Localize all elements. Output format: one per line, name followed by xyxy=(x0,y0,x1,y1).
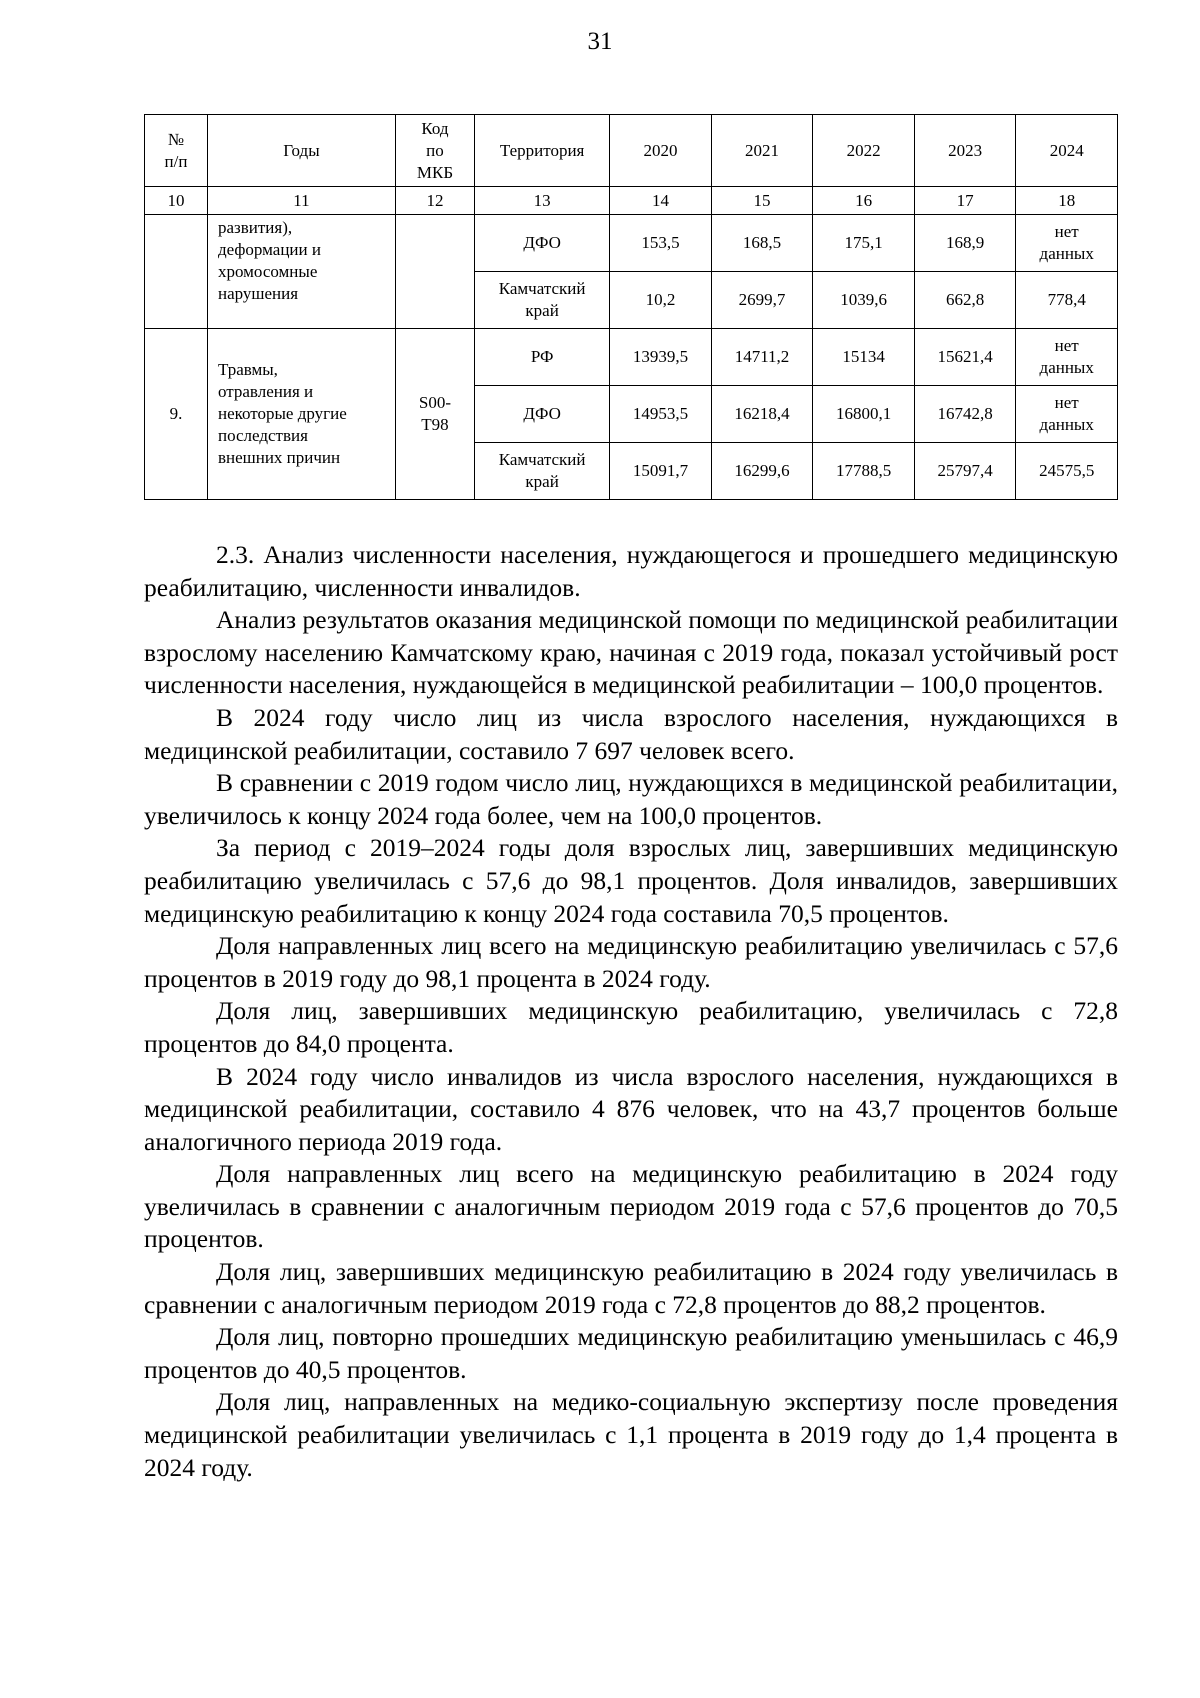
header-cell-territory: Территория xyxy=(475,115,610,187)
paragraph: Доля лиц, завершивших медицинскую реабилитацию в 2024 году увеличилась в сравнении с аналогичным периодом 2019 года с 72,8 процентов до 88,2 процентов. xyxy=(144,1257,1118,1319)
value-cell: 25797,4 xyxy=(914,443,1016,500)
value-cell: 16218,4 xyxy=(711,386,813,443)
value-cell: 14711,2 xyxy=(711,329,813,386)
paragraph: Доля направленных лиц всего на медицинскую реабилитацию увеличилась с 57,6 процентов в 2019 году до 98,1 процента в 2024 году. xyxy=(144,931,1118,993)
value-cell: нет данных xyxy=(1016,386,1118,443)
column-number-row xyxy=(145,187,1118,215)
body-text xyxy=(144,539,1118,1484)
header-cell-2023: 2023 xyxy=(914,115,1016,187)
column-number: 16 xyxy=(813,187,915,215)
section-heading: 2.3. Анализ численности населения, нуждающегося и прошедшего медицинскую реабилитацию, численности инвалидов. xyxy=(144,540,1118,602)
header-cell-2024: 2024 xyxy=(1016,115,1118,187)
row-number-cell: 9. xyxy=(145,329,208,500)
paragraph: В сравнении с 2019 годом число лиц, нуждающихся в медицинской реабилитации, увеличилось к концу 2024 года более, чем на 100,0 процентов. xyxy=(144,768,1118,830)
paragraph: За период с 2019–2024 годы доля взрослых лиц, завершивших медицинскую реабилитацию увеличилась с 57,6 до 98,1 процентов. Доля инвалидов, завершивших медицинскую реабилитацию к концу 2024 года составила 70,5 процентов. xyxy=(144,833,1118,928)
header-cell-years: Годы xyxy=(207,115,395,187)
value-cell: 16742,8 xyxy=(914,386,1016,443)
row-number-cell xyxy=(145,215,208,329)
paragraph: В 2024 году число инвалидов из числа взрослого населения, нуждающихся в медицинской реабилитации, составило 4 876 человек, что на 43,7 процентов больше аналогичного периода 2019 года. xyxy=(144,1061,1118,1156)
statistics-table xyxy=(144,114,1118,500)
value-cell: 168,5 xyxy=(711,215,813,272)
paragraph: Доля лиц, направленных на медико-социальную экспертизу после проведения медицинской реабилитации увеличилась с 1,1 процента в 2019 году до 1,4 процента в 2024 году. xyxy=(144,1387,1118,1482)
column-number: 14 xyxy=(610,187,712,215)
header-cell-2020: 2020 xyxy=(610,115,712,187)
value-cell: 15134 xyxy=(813,329,915,386)
page-number: 31 xyxy=(587,28,613,55)
column-number: 17 xyxy=(914,187,1016,215)
value-cell: 168,9 xyxy=(914,215,1016,272)
icd-code-cell: S00- T98 xyxy=(395,329,474,500)
value-cell: 15091,7 xyxy=(610,443,712,500)
value-cell: нет данных xyxy=(1016,215,1118,272)
value-cell: 1039,6 xyxy=(813,272,915,329)
value-cell: 662,8 xyxy=(914,272,1016,329)
territory-cell: ДФО xyxy=(475,386,610,443)
column-number: 11 xyxy=(207,187,395,215)
header-cell-icd-code: Код по МКБ xyxy=(395,115,474,187)
territory-cell: РФ xyxy=(475,329,610,386)
value-cell: 24575,5 xyxy=(1016,443,1118,500)
table-header-row xyxy=(145,115,1118,187)
territory-cell: ДФО xyxy=(475,215,610,272)
column-number: 13 xyxy=(475,187,610,215)
value-cell: 778,4 xyxy=(1016,272,1118,329)
category-name-cell: развития), деформации и хромосомные нарушения xyxy=(207,215,395,329)
table-row xyxy=(145,215,1118,272)
territory-cell: Камчатский край xyxy=(475,443,610,500)
value-cell: 15621,4 xyxy=(914,329,1016,386)
column-number: 12 xyxy=(395,187,474,215)
paragraph: В 2024 году число лиц из числа взрослого населения, нуждающихся в медицинской реабилитации, составило 7 697 человек всего. xyxy=(144,702,1118,765)
table-row xyxy=(145,329,1118,386)
column-number: 15 xyxy=(711,187,813,215)
value-cell: 16299,6 xyxy=(711,443,813,500)
value-cell: 14953,5 xyxy=(610,386,712,443)
header-cell-number: № п/п xyxy=(145,115,208,187)
value-cell: 17788,5 xyxy=(813,443,915,500)
value-cell: 153,5 xyxy=(610,215,712,272)
paragraph: Доля лиц, повторно прошедших медицинскую реабилитацию уменьшилась с 46,9 процентов до 40,5 процентов. xyxy=(144,1322,1118,1384)
paragraph: Доля направленных лиц всего на медицинскую реабилитацию в 2024 году увеличилась в сравнении с аналогичным периодом 2019 года с 57,6 процентов до 70,5 процентов. xyxy=(144,1159,1118,1254)
value-cell: 13939,5 xyxy=(610,329,712,386)
value-cell: 175,1 xyxy=(813,215,915,272)
icd-code-cell xyxy=(395,215,474,329)
header-cell-2021: 2021 xyxy=(711,115,813,187)
territory-cell: Камчатский край xyxy=(475,272,610,329)
paragraph: Анализ результатов оказания медицинской помощи по медицинской реабилитации взрослому населению Камчатскому краю, начиная с 2019 года, показал устойчивый рост численности населения, нуждающейся в медицинской реабилитации – 100,0 процентов. xyxy=(144,605,1118,700)
header-cell-2022: 2022 xyxy=(813,115,915,187)
value-cell: 10,2 xyxy=(610,272,712,329)
column-number: 18 xyxy=(1016,187,1118,215)
category-name-cell: Травмы, отравления и некоторые другие последствия внешних причин xyxy=(207,329,395,500)
value-cell: 16800,1 xyxy=(813,386,915,443)
column-number: 10 xyxy=(145,187,208,215)
value-cell: 2699,7 xyxy=(711,272,813,329)
value-cell: нет данных xyxy=(1016,329,1118,386)
paragraph: Доля лиц, завершивших медицинскую реабилитацию, увеличилась с 72,8 процентов до 84,0 процента. xyxy=(144,996,1118,1058)
